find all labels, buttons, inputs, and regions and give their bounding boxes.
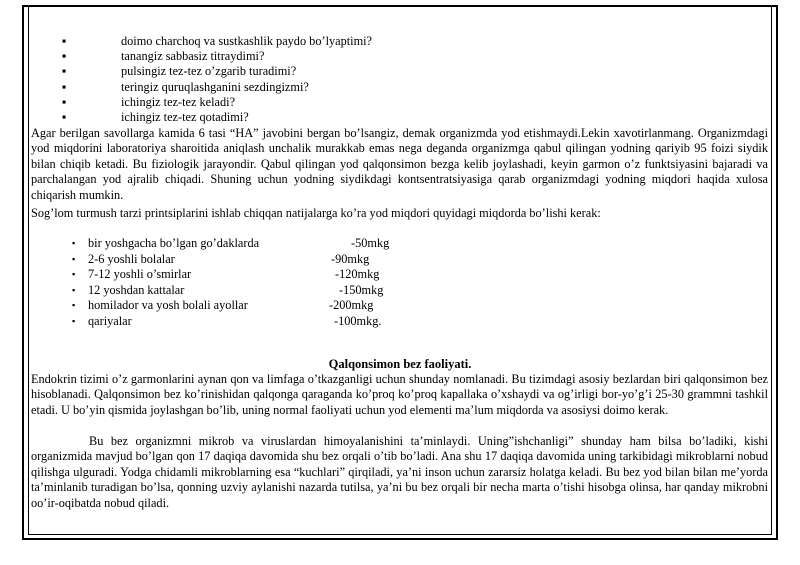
bullet-icon: ▪ — [72, 269, 76, 280]
bullet-icon: ▪ — [62, 79, 67, 94]
bullet-icon: ▪ — [72, 284, 76, 295]
bullet-icon: ▪ — [62, 64, 67, 79]
paragraph-gland-function: Bu bez organizmni mikrob va viruslardan himoyalanishini ta’minlaydi. Uning”ishchanligi” shunday ham bilsa bo’ladiki, kishi organizmida mavjud bo’lgan qon 17 daqiqa davomida shu bez orqali o’tib bo’ladi. Ana shu 17 daqiqa davomida uning tarkibidagi mikroblarni nobud qilishga ulguradi. Yodga chidamli mikroblarning esa “kuchlari” qirqiladi, ya’ni inson uchun zararsiz holatga keladi. Bu bez yod bilan bilan me’yorda ta’minlanib turadigan bo’lsa, qonning uzviy aylanishi nazarda tutilsa, ya’ni bu bez orqali bir necha marta o’tishi hisobga olinsa, har qanday mikrobni oo’ir-oqibatda nobud qiladi. — [31, 434, 768, 510]
dosage-group: qariyalar — [88, 313, 132, 328]
paragraph-endocrine-system: Endokrin tizimi o’z garmonlarini aynan qon va limfaga o’tkazganligi uchun shunday nomlanadi. Bu tizimdagi asosiy bezlardan biri qalqonsimon bez hisoblanadi. Qalqonsimon bez ko’rinishidan qalqonga qaraganda ko’proq ko’proq kapallaka o’xshaydi va og’irligi bor-yo’g’i 25-30 grammni tashkil etadi. U bo’yin qismida joylashgan bo’lib, uning normal faoliyati uchun yod elementi ma’lum miqdorda va asosiysi doimo kerak. — [31, 372, 768, 417]
dosage-group: 7-12 yoshli o’smirlar — [88, 267, 192, 282]
paragraph-iodine-norms-intro: Sog’lom turmush tarzi printsiplarini ishlab chiqqan natijalarga ko’ra yod miqdori quyidagi miqdorda bo’lishi kerak: — [31, 206, 601, 220]
dosage-group: homilador va yosh bolali ayollar — [88, 298, 248, 313]
dosage-value: -120mkg — [335, 267, 380, 282]
bullet-icon: ▪ — [72, 238, 76, 248]
dosage-group: 12 yoshdan kattalar — [88, 282, 185, 297]
dosage-value: -200mkg — [329, 298, 374, 313]
dosage-value: -90mkg — [331, 251, 370, 266]
dosage-value: -50mkg — [351, 236, 390, 250]
bullet-icon: ▪ — [62, 49, 67, 64]
bullet-icon: ▪ — [72, 300, 76, 311]
bullet-icon: ▪ — [72, 253, 76, 264]
dosage-value: -150mkg — [339, 282, 384, 297]
dosage-value: -100mkg. — [334, 313, 382, 328]
bullet-icon: ▪ — [72, 315, 76, 326]
bullet-icon: ▪ — [62, 34, 67, 48]
bullet-icon: ▪ — [62, 94, 67, 109]
paragraph-iodine-test: Agar berilgan savollarga kamida 6 tasi “HA” javobini bergan bo’lsangiz, demak organizmda yod etishmaydi.Lekin xavotirlanmang. Organizmdagi yod miqdorini laboratoriya sharoitida aniqlash unchalik murakkab emas nega deganda organizmga qabul qilingan yodning qariyib 95 foizi siydik bilan chiqib ketadi. Bu fiziologik jarayondir. Qabul qilingan yod qalqonsimon bezga kelib joylashadi, keyin garmon o’z funktsiyasini bajaradi va parchalangan yod ajralib chiqadi. Shuning uchun yodning siydikdagi kontsentratsiyasiga qarab organizmdagi yodning miqdori haqida xulosa chiqarish mumkin. — [31, 126, 768, 202]
bullet-icon: ▪ — [62, 109, 67, 124]
dosage-group: 2-6 yoshli bolalar — [88, 251, 175, 266]
section-title: Qalqonsimon bez faoliyati. — [328, 357, 472, 371]
dosage-group: bir yoshgacha bo’lgan go’daklarda — [88, 236, 260, 250]
